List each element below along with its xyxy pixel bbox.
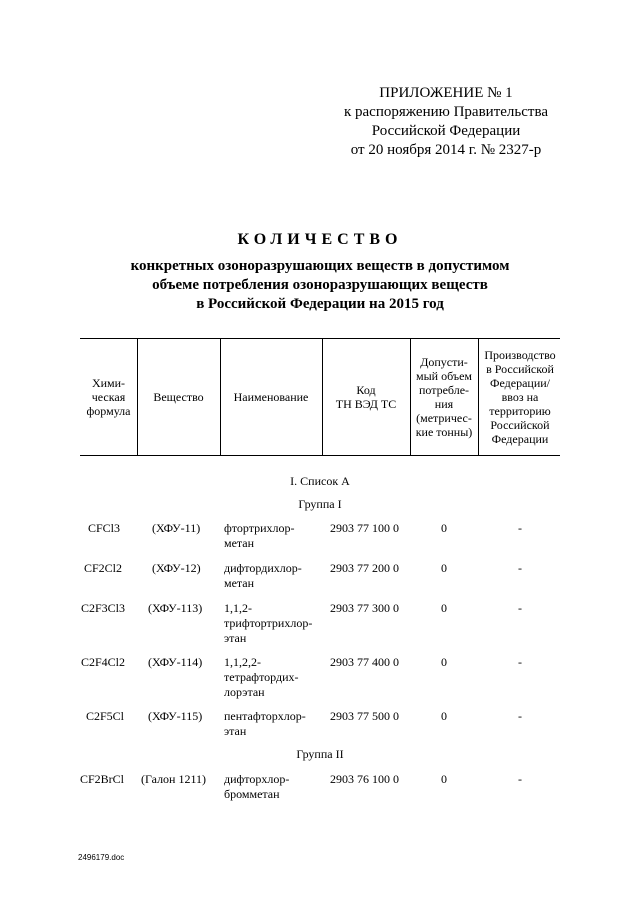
cell-formula: C2F4Cl2 [81,655,126,669]
cell-code: 2903 77 500 0 [330,709,399,723]
cell-volume: 0 [441,772,447,786]
cell-code: 2903 76 100 0 [330,772,399,786]
cell-production: - [518,709,522,723]
cell-production: - [518,655,522,669]
header-formula: Хими- ческая формула [86,375,131,418]
cell-name: дифтордихлор- метан [224,561,302,590]
cell-production: - [518,772,522,786]
cell-formula: CF2BrCl [80,772,125,786]
cell-substance: (Галон 1211) [141,772,207,786]
cell-formula: CF2Cl2 [84,561,123,575]
cell-production: - [518,521,522,535]
cell-code: 2903 77 100 0 [330,521,399,535]
header-code: Код ТН ВЭД ТС [335,382,397,411]
file-name-footer: 2496179.doc [78,853,125,862]
cell-name: 1,1,2- трифтортрихлор- этан [224,601,313,645]
cell-volume: 0 [441,655,447,669]
cell-production: - [518,601,522,615]
cell-substance: (ХФУ-115) [148,709,203,723]
subtitle-line-2: объеме потребления озоноразрушающих веществ [152,277,488,293]
appendix-line-2: к распоряжению Правительства [343,104,548,120]
cell-name: пентафторхлор- этан [224,709,306,738]
subtitle-line-1: конкретных озоноразрушающих веществ в допустимом [130,258,510,274]
cell-formula: CFCl3 [88,521,121,535]
cell-substance: (ХФУ-12) [152,561,201,575]
cell-volume: 0 [441,561,447,575]
cell-name: фтортрихлор- метан [224,521,295,550]
list-label: I. Список А [290,474,350,488]
appendix-block [344,84,548,160]
header-volume: Допусти- мый объем потребле- ния (метричес- кие тонны) [415,354,473,439]
header-substance: Вещество [153,389,204,404]
cell-substance: (ХФУ-113) [148,601,203,615]
cell-name: 1,1,2,2- тетрафтордих- лорэтан [224,655,299,699]
cell-volume: 0 [441,709,447,723]
cell-substance: (ХФУ-114) [148,655,203,669]
document-subtitle [0,257,640,314]
cell-production: - [518,561,522,575]
header-name: Наименование [233,389,309,404]
appendix-line-4: от 20 ноября 2014 г. № 2327-р [350,142,542,158]
header-production: Производство в Российской Федерации/ ввоз на территорию Российской Федерации [484,347,556,446]
cell-name: дифторхлор- бромметан [224,772,290,801]
document-title: КОЛИЧЕСТВО [237,231,403,248]
cell-formula: C2F5Cl [86,709,125,723]
cell-formula: C2F3Cl3 [81,601,126,615]
subtitle-line-3: в Российской Федерации на 2015 год [196,296,444,312]
table-header-bottom-rule [80,455,560,456]
cell-code: 2903 77 400 0 [330,655,399,669]
cell-volume: 0 [441,601,447,615]
cell-code: 2903 77 200 0 [330,561,399,575]
cell-code: 2903 77 300 0 [330,601,399,615]
group-1-label: Группа I [298,497,342,511]
group-2-label: Группа II [296,747,344,761]
appendix-line-3: Российской Федерации [371,123,521,139]
cell-volume: 0 [441,521,447,535]
cell-substance: (ХФУ-11) [152,521,201,535]
appendix-line-1: ПРИЛОЖЕНИЕ № 1 [379,85,513,101]
